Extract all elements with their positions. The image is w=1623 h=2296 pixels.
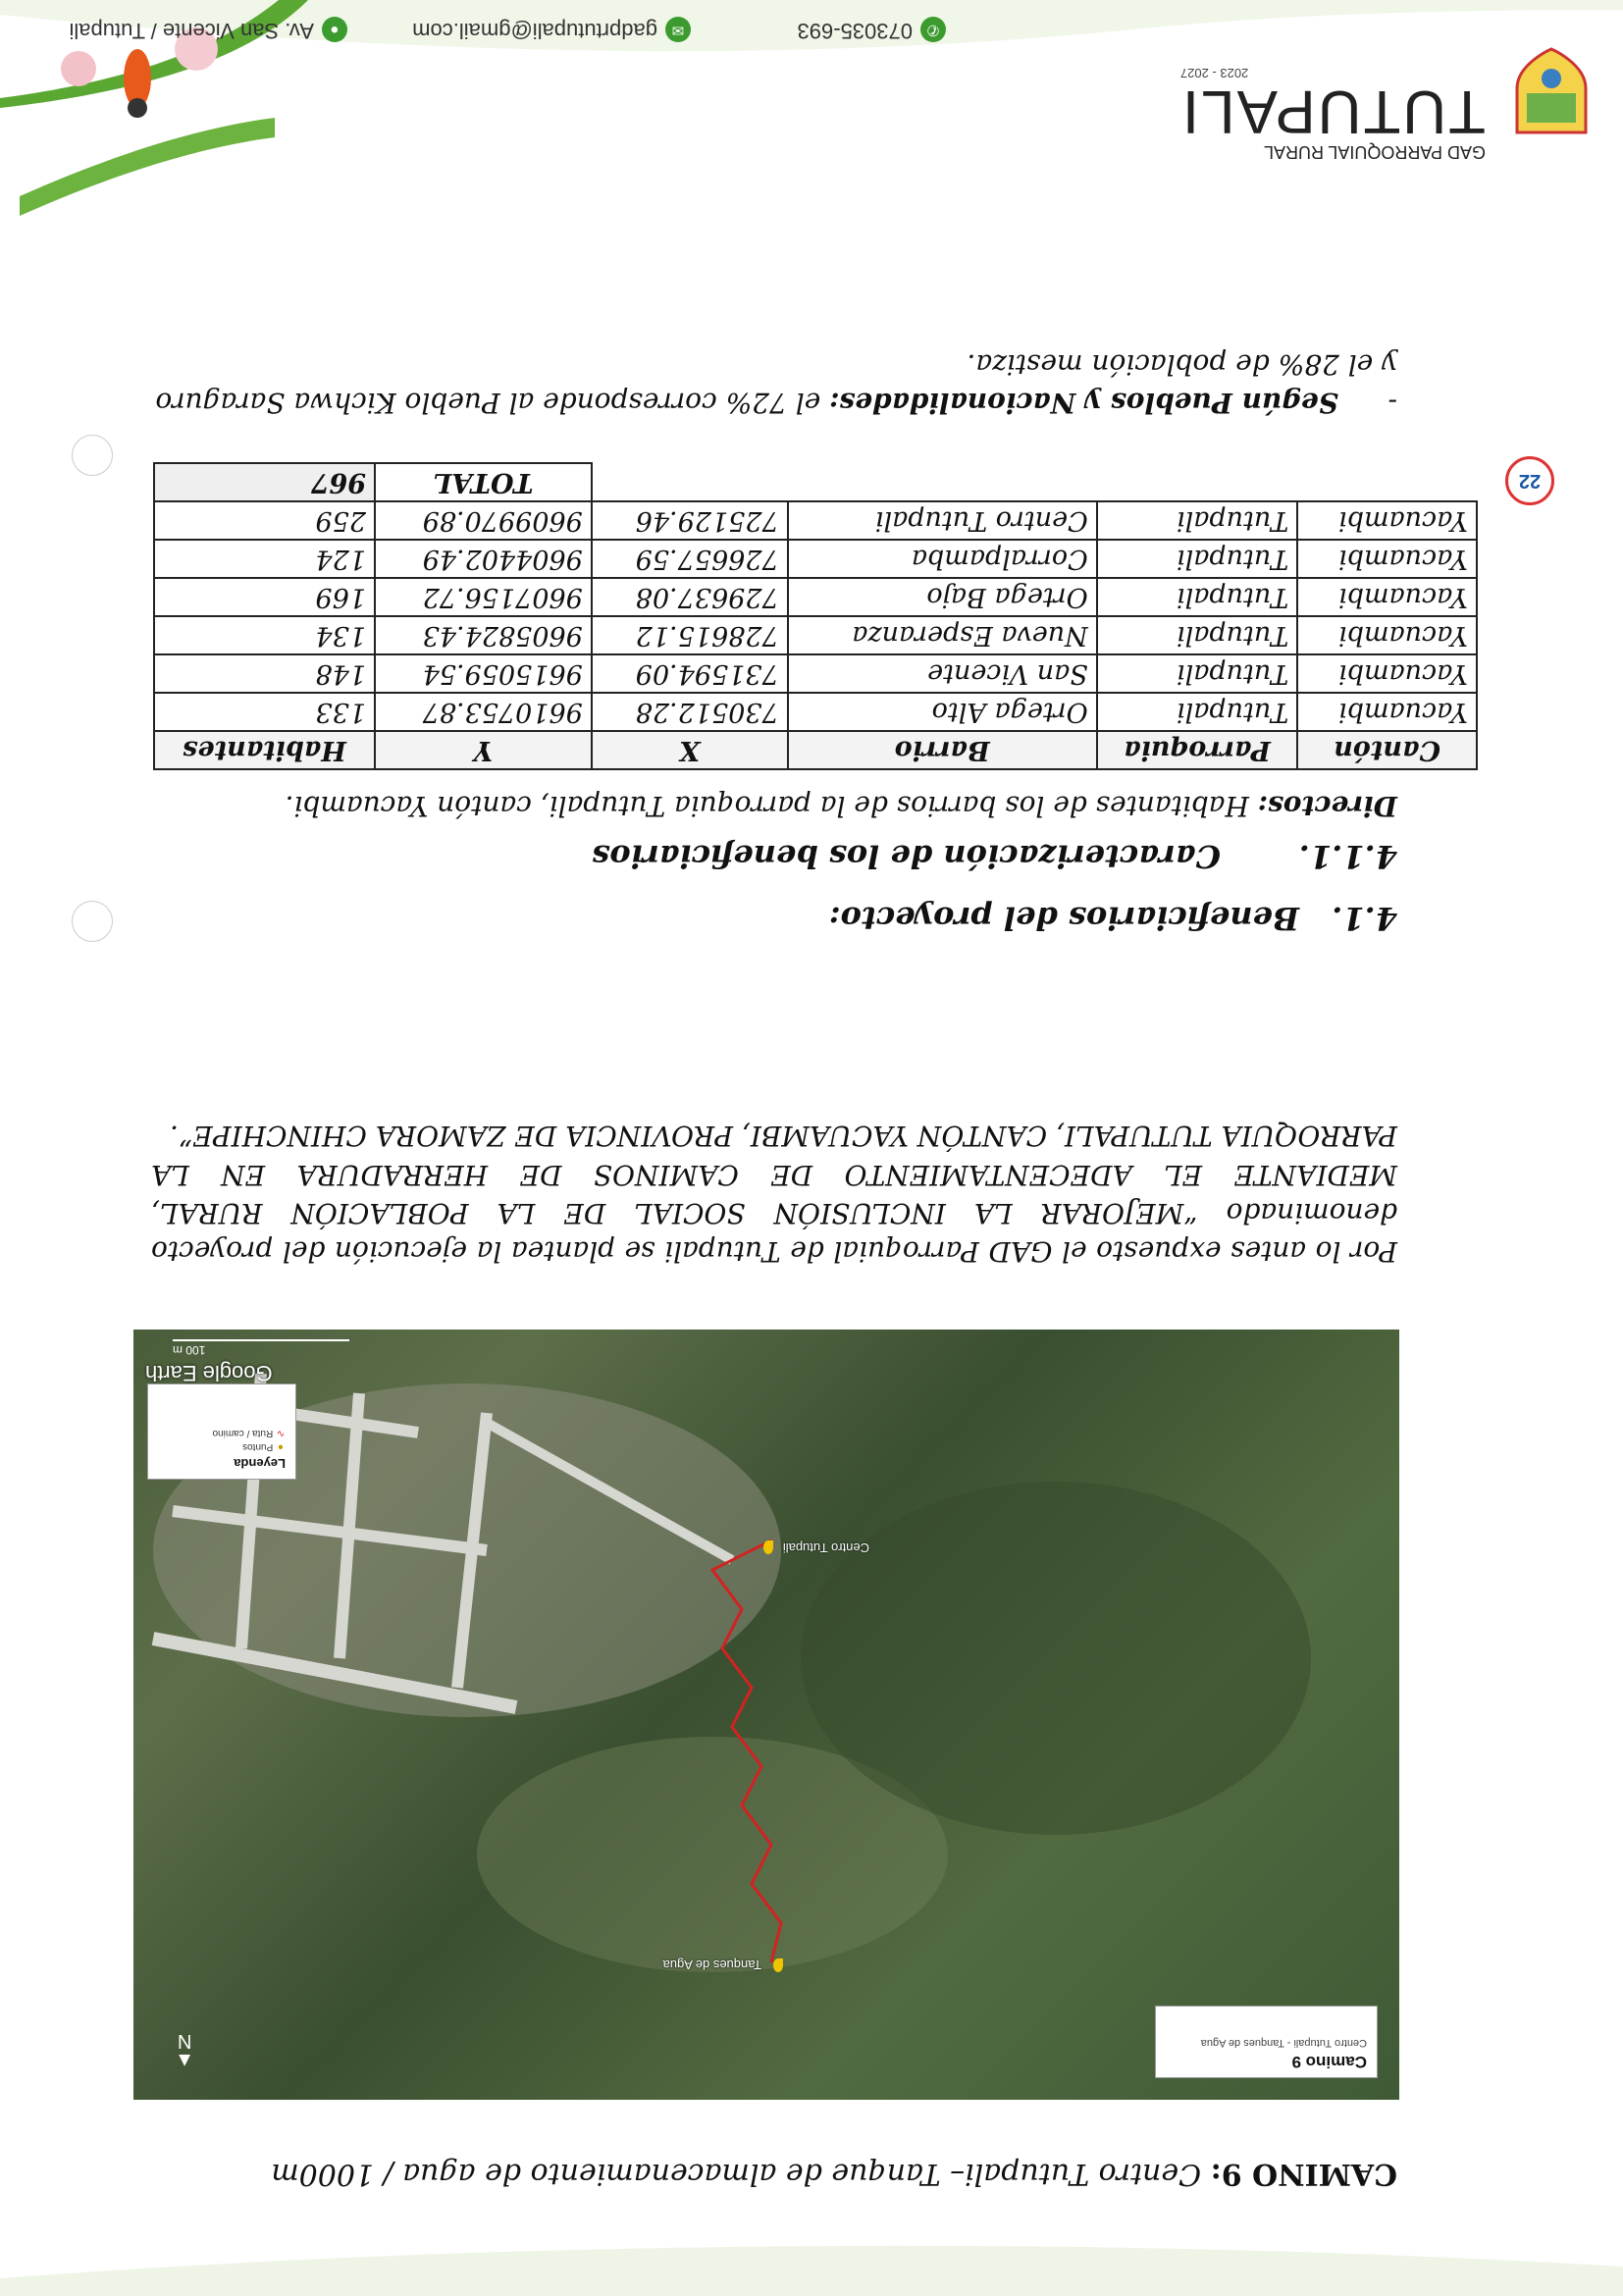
bullet-label: Según Pueblos y Nacionalidades:: [829, 387, 1338, 419]
table-row: [154, 654, 1477, 693]
contact-footer: [0, 10, 1623, 49]
location-pin-icon: ●: [322, 17, 347, 42]
table-cell: 9607156.72: [375, 578, 592, 616]
pin-icon: ●: [277, 1441, 285, 1452]
table-cell: Yacuambi: [1297, 616, 1477, 654]
column-header: X: [592, 731, 788, 769]
top-decoration: [0, 2227, 1623, 2296]
table-cell: 729637.08: [592, 578, 788, 616]
legend-item: ∿ Ruta / camino: [212, 1428, 286, 1438]
table-cell: 731594.09: [592, 654, 788, 693]
map-scale: 100 m: [173, 1339, 349, 1357]
table-cell: Tutupali: [1097, 616, 1298, 654]
map-legend: [147, 1383, 296, 1480]
table-cell: Nueva Esperanza: [788, 616, 1097, 654]
bullet-text: el 72% corresponde al Pueblo Kichwa Saraguro y el 28% de población mestiza.: [155, 347, 1397, 419]
direct-beneficiaries-text: [151, 790, 1397, 822]
section-number: 4.1.1.: [1298, 838, 1397, 875]
table-cell: 725129.46: [592, 501, 788, 540]
table-header-row: [154, 731, 1477, 769]
punch-hole: [72, 901, 113, 942]
table-empty-cell: [592, 463, 1477, 501]
route-heading-text: Centro Tutupali– Tanque de almacenamiento de agua / 1000m: [271, 2157, 1202, 2191]
pin-icon: [763, 1540, 773, 1554]
punch-hole: [72, 435, 113, 476]
email-text: gadprtutupali@gmail.com: [412, 19, 657, 43]
column-header: Cantón: [1297, 731, 1477, 769]
page-number-badge: 22: [1505, 456, 1554, 505]
table-cell: Yacuambi: [1297, 501, 1477, 540]
route-heading-label: CAMINO 9:: [1210, 2157, 1397, 2191]
phone-text: 073035-693: [797, 19, 913, 43]
table-cell: 9610753.87: [375, 693, 592, 731]
total-value: 967: [154, 463, 375, 501]
column-header: Y: [375, 731, 592, 769]
table-cell: Corralpamba: [788, 540, 1097, 578]
table-row: [154, 501, 1477, 540]
total-label: TOTAL: [375, 463, 592, 501]
table-cell: 259: [154, 501, 375, 540]
table-cell: 9605824.43: [375, 616, 592, 654]
route-heading: [151, 2154, 1397, 2194]
table-cell: 9604402.49: [375, 540, 592, 578]
table-cell: Tutupali: [1097, 693, 1298, 731]
table-cell: Tutupali: [1097, 540, 1298, 578]
section-title: Caracterización de los beneficiarios: [592, 838, 1221, 875]
route-info-title: Camino 9: [1291, 2053, 1367, 2071]
table-total-row: [154, 463, 1477, 501]
beneficiaries-table: [153, 462, 1478, 770]
table-cell: Yacuambi: [1297, 654, 1477, 693]
footer-phone: [798, 17, 946, 43]
table-cell: 124: [154, 540, 375, 578]
table-cell: 148: [154, 654, 375, 693]
table-cell: 169: [154, 578, 375, 616]
phone-icon: ✆: [920, 17, 946, 42]
section-title: Beneficiarios del proyecto:: [828, 900, 1299, 937]
table-row: [154, 578, 1477, 616]
direct-text: Habitantes de los barrios de la parroquia Tutupali, cantón Yacuambi.: [285, 790, 1258, 822]
brand-years: 2023 - 2027: [1179, 66, 1249, 80]
footer-email: [412, 17, 691, 43]
route-icon: ∿: [276, 1428, 286, 1438]
table-cell: Ortega Alto: [788, 693, 1097, 731]
legend-title: Leyenda: [234, 1456, 286, 1471]
pin-label-start: Centro Tutupali: [782, 1540, 869, 1555]
table-cell: Yacuambi: [1297, 540, 1477, 578]
coat-of-arms-logo: [1507, 44, 1596, 142]
direct-label: Directos:: [1257, 790, 1397, 822]
pin-label-end: Tanques de Agua: [662, 1957, 761, 1972]
table-cell: Tutupali: [1097, 578, 1298, 616]
table-cell: 134: [154, 616, 375, 654]
address-text: Av. San Vicente / Tutupali: [69, 19, 314, 43]
column-header: Habitantes: [154, 731, 375, 769]
table-row: [154, 693, 1477, 731]
map-terrain: [133, 1330, 1399, 2100]
pin-icon: [773, 1958, 783, 1972]
satellite-map: [133, 1330, 1399, 2100]
table-cell: Centro Tutupali: [788, 501, 1097, 540]
brand-title: TUTUPALI: [1179, 78, 1486, 145]
email-icon: ✉: [665, 17, 691, 42]
project-paragraph: Por lo antes expuesto el GAD Parroquial de Tutupali se plantea la ejecución del proyecto denominado “MEJORAR LA INCLUSIÓN SOCIAL DE LA POBLACIÓN RURAL, MEDIANTE EL ADECENTAMIENTO DE CAMINOS DE HERRADURA EN LA PARROQUIA TUTUPALI, CANTÓN YACUAMBI, PROVINCIA DE ZAMORA CHINCHIPE”.: [151, 1120, 1397, 1268]
table-cell: 9609970.89: [375, 501, 592, 540]
section-number: 4.1.: [1332, 900, 1397, 937]
table-cell: 9615059.54: [375, 654, 592, 693]
table-row: [154, 616, 1477, 654]
population-bullet: [151, 345, 1397, 422]
google-earth-watermark: Google Earth: [145, 1361, 273, 1385]
section-heading-4-1-1: [592, 838, 1397, 875]
bullet-dash: -: [1387, 387, 1397, 419]
table-cell: 730512.28: [592, 693, 788, 731]
brand-block: [1180, 66, 1486, 162]
brand-subtitle: GAD PARROQUIAL RURAL: [1263, 142, 1486, 162]
table-row: [154, 540, 1477, 578]
table-cell: Ortega Bajo: [788, 578, 1097, 616]
table-cell: Yacuambi: [1297, 693, 1477, 731]
table-cell: 728615.12: [592, 616, 788, 654]
route-info-subtitle: Centro Tutupali - Tanques de Agua: [1200, 2037, 1367, 2049]
column-header: Parroquia: [1097, 731, 1298, 769]
table-cell: Tutupali: [1097, 501, 1298, 540]
table-cell: 133: [154, 693, 375, 731]
table-cell: Tutupali: [1097, 654, 1298, 693]
route-info-box: [1155, 2006, 1378, 2078]
north-arrow-icon: ▲ N: [175, 2030, 194, 2071]
table-cell: 726657.59: [592, 540, 788, 578]
footer-address: [70, 17, 348, 43]
section-heading-4-1: [829, 900, 1397, 937]
legend-item: ● Puntos: [242, 1441, 285, 1452]
column-header: Barrio: [788, 731, 1097, 769]
table-cell: Yacuambi: [1297, 578, 1477, 616]
table-cell: San Vicente: [788, 654, 1097, 693]
